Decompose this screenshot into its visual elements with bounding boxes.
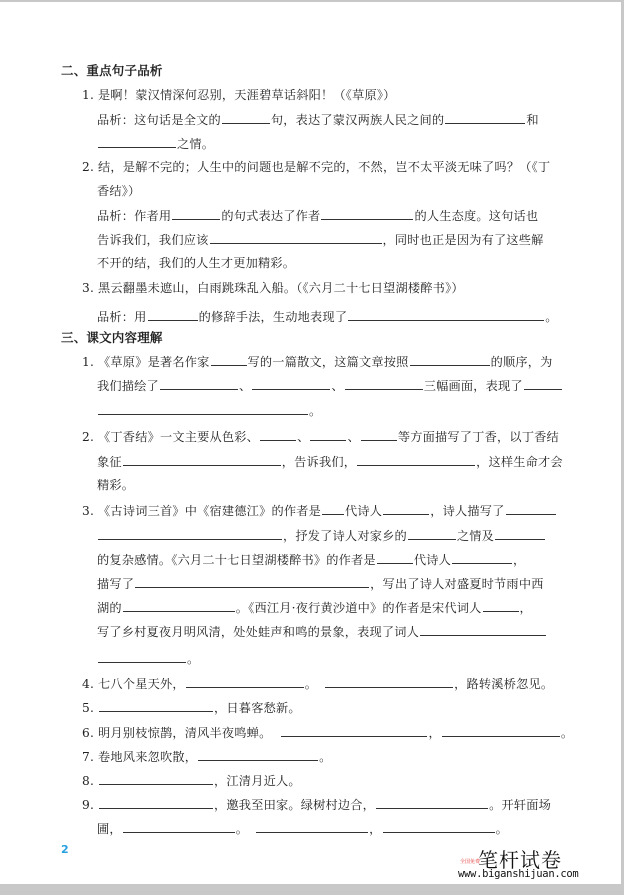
question-number: 1. [82,355,95,369]
text: 。 [304,677,318,691]
text: ， [369,822,382,836]
question-3-2 [82,428,559,445]
question-3-1 [82,353,553,370]
question-3-1-end [97,402,321,419]
answer-blank[interactable] [281,724,427,737]
text: ，同时也正是因为有了这些解 [382,233,544,247]
text: 三幅画面，表现了 [423,379,523,393]
question-3-3-cont3 [97,575,544,592]
question-2-1-analysis [97,111,539,128]
question-3-3-end [97,650,199,667]
text: ，这样生命才会 [476,455,563,469]
text: 。 [309,404,322,418]
text: 的修辞手法，生动地表现了 [198,310,348,324]
question-2-2-quote [82,159,550,175]
text: 《丁香结》一文主要从色彩、 [98,430,260,444]
answer-blank[interactable] [186,675,304,688]
question-2-2-analysis [97,207,538,224]
answer-blank[interactable] [98,135,176,148]
text: 《草原》是著名作家 [98,355,210,369]
answer-blank[interactable] [198,748,318,761]
text: 的顺序，为 [490,355,553,369]
text: 、 [238,379,252,393]
text: ，路转溪桥忽见。 [454,677,554,691]
answer-blank[interactable] [148,308,198,321]
text: 描写了 [97,577,135,591]
question-2-2-analysis-end: 不开的结，我们的人生才更加精彩。 [97,256,296,270]
text: 之情及 [456,529,495,543]
text: ，诗人描写了 [430,504,505,518]
text: 写的一篇散文，这篇文章按照 [247,355,409,369]
answer-blank[interactable] [408,527,456,540]
answer-blank[interactable] [383,502,429,515]
quote-text: 结，是解不完的；人生中的问题也是解不完的，不然，岂不太平淡无味了吗？（《丁 [98,160,551,174]
answer-blank[interactable] [345,377,423,390]
text: 、 [331,379,344,393]
question-3-3-cont2 [97,551,525,568]
text: 代诗人 [345,504,383,518]
text: 品析：作者用 [97,209,172,223]
text: 的复杂感情。《六月二十七日望湖楼醉书》的作者是 [97,553,376,567]
text: 。 [545,310,558,324]
text: 。 [495,822,508,836]
text: ，抒发了诗人对家乡的 [283,529,407,543]
question-3-3 [82,502,557,519]
answer-blank[interactable] [252,377,330,390]
answer-blank[interactable] [483,599,519,612]
text: ，写出了诗人对盛夏时节雨中西 [370,577,544,591]
text: 。《西江月·夜行黄沙道中》的作者是宋代词人 [235,601,482,615]
text: 代诗人 [413,553,451,567]
text: 圃， [97,822,122,836]
answer-blank[interactable] [321,207,413,220]
answer-blank[interactable] [210,231,382,244]
answer-blank[interactable] [172,207,220,220]
question-3-3-cont5 [97,623,547,640]
text: 、 [347,430,360,444]
question-3-6 [82,724,573,741]
logo-badge: 全国免费 [460,859,481,865]
question-3-2-end: 精彩。 [97,478,135,492]
text: 、 [297,430,310,444]
text: 《古诗词三首》中《宿建德江》的作者是 [98,504,322,518]
answer-blank[interactable] [211,353,247,366]
text: ， [428,726,441,740]
question-number: 8. [82,774,95,788]
page-border-top [0,0,624,2]
question-2-3-quote [82,280,464,296]
answer-blank[interactable] [445,111,525,124]
question-3-9-cont [97,820,508,837]
answer-blank[interactable] [452,551,512,564]
question-number: 3. [82,504,95,518]
page-number: 2 [61,843,69,856]
text: 之情。 [177,137,215,151]
answer-blank[interactable] [310,428,346,441]
question-3-3-cont4 [97,599,532,616]
text: 我们描绘了 [97,379,159,393]
text: 句，表达了蒙汉两族人民之间的 [270,113,445,127]
text: 。 [235,822,249,836]
question-number: 2. [82,160,95,174]
text: 象征 [97,455,122,469]
answer-blank[interactable] [442,724,560,737]
question-number: 9. [82,798,95,812]
text: 。 [319,750,332,764]
answer-blank[interactable] [99,796,213,809]
text: ，告诉我们， [281,455,357,469]
question-3-4 [82,675,553,692]
page-border-bottom [0,884,624,895]
answer-blank[interactable] [99,772,213,785]
question-number: 6. [82,726,95,740]
question-3-7 [82,748,332,765]
answer-blank[interactable] [123,453,281,466]
question-2-1-analysis-cont [97,135,214,152]
answer-blank[interactable] [348,308,544,321]
quote-text: 是啊！蒙汉情深何忍别，天涯碧草话斜阳！（《草原》） [98,88,396,102]
question-2-3-analysis [97,308,558,325]
text: 告诉我们，我们应该 [97,233,209,247]
text: ，江清月近人。 [214,774,301,788]
answer-blank[interactable] [98,402,308,415]
text: 的人生态度。这句话也 [414,209,539,223]
text: 湖的 [97,601,122,615]
answer-blank[interactable] [361,428,397,441]
text: 。 [560,726,574,740]
question-3-2-cont [97,453,563,470]
logo-url: www.biganshijuan.com [458,868,579,880]
question-number: 1. [82,88,95,102]
question-3-9 [82,796,551,813]
answer-blank[interactable] [98,527,282,540]
text: ， [512,553,526,567]
logo-title: 笔杆试卷 [478,848,562,872]
watermark-logo [458,844,578,884]
answer-blank[interactable] [260,428,296,441]
question-number: 4. [82,677,95,691]
answer-blank[interactable] [410,353,490,366]
answer-blank[interactable] [99,699,213,712]
question-3-1-cont [97,377,563,394]
text: 和 [526,113,539,127]
answer-blank[interactable] [135,575,369,588]
question-3-3-cont1 [97,527,546,544]
answer-blank[interactable] [322,502,344,515]
question-3-5 [82,699,301,716]
question-2-1-quote [82,87,396,103]
question-2-2-analysis-cont [97,231,544,248]
text: 。 [187,652,200,666]
answer-blank[interactable] [123,599,235,612]
text: 品析：这句话是全文的 [97,113,221,127]
text: 写了乡村夏夜月明风清，处处蛙声和鸣的景象，表现了词人 [97,625,420,639]
text: ，日暮客愁新。 [214,701,301,715]
answer-blank[interactable] [383,820,495,833]
answer-blank[interactable] [123,820,235,833]
text: 。开轩面场 [489,798,552,812]
question-number: 3. [82,281,95,295]
answer-blank[interactable] [325,675,453,688]
text: 明月别枝惊鹊，清风半夜鸣蝉。 [98,726,272,740]
text: 的句式表达了作者 [221,209,321,223]
answer-blank[interactable] [222,111,270,124]
answer-blank[interactable] [377,551,413,564]
question-number: 5. [82,701,95,715]
question-number: 2. [82,430,95,444]
answer-blank[interactable] [495,527,545,540]
question-number: 7. [82,750,95,764]
answer-blank[interactable] [506,502,556,515]
answer-blank[interactable] [376,796,488,809]
question-3-8 [82,772,301,789]
text: 品析：用 [97,310,147,324]
answer-blank[interactable] [420,623,546,636]
quote-text: 黑云翻墨未遮山，白雨跳珠乱入船。（《六月二十七日望湖楼醉书》） [98,281,464,295]
answer-blank[interactable] [98,650,186,663]
answer-blank[interactable] [256,820,368,833]
section-heading-key-sentences: 二、重点句子品析 [61,63,163,78]
text: 卷地风来忽吹散， [98,750,198,764]
text: 七八个星天外， [98,677,185,691]
answer-blank[interactable] [524,377,562,390]
question-2-2-quote-cont: 香结》） [97,184,141,198]
answer-blank[interactable] [160,377,238,390]
text: ， [519,601,532,615]
text: ，邀我至田家。绿树村边合， [214,798,376,812]
section-heading-text-comprehension: 三、课文内容理解 [61,330,163,345]
answer-blank[interactable] [357,453,475,466]
text: 等方面描写了丁香，以丁香结 [397,430,559,444]
